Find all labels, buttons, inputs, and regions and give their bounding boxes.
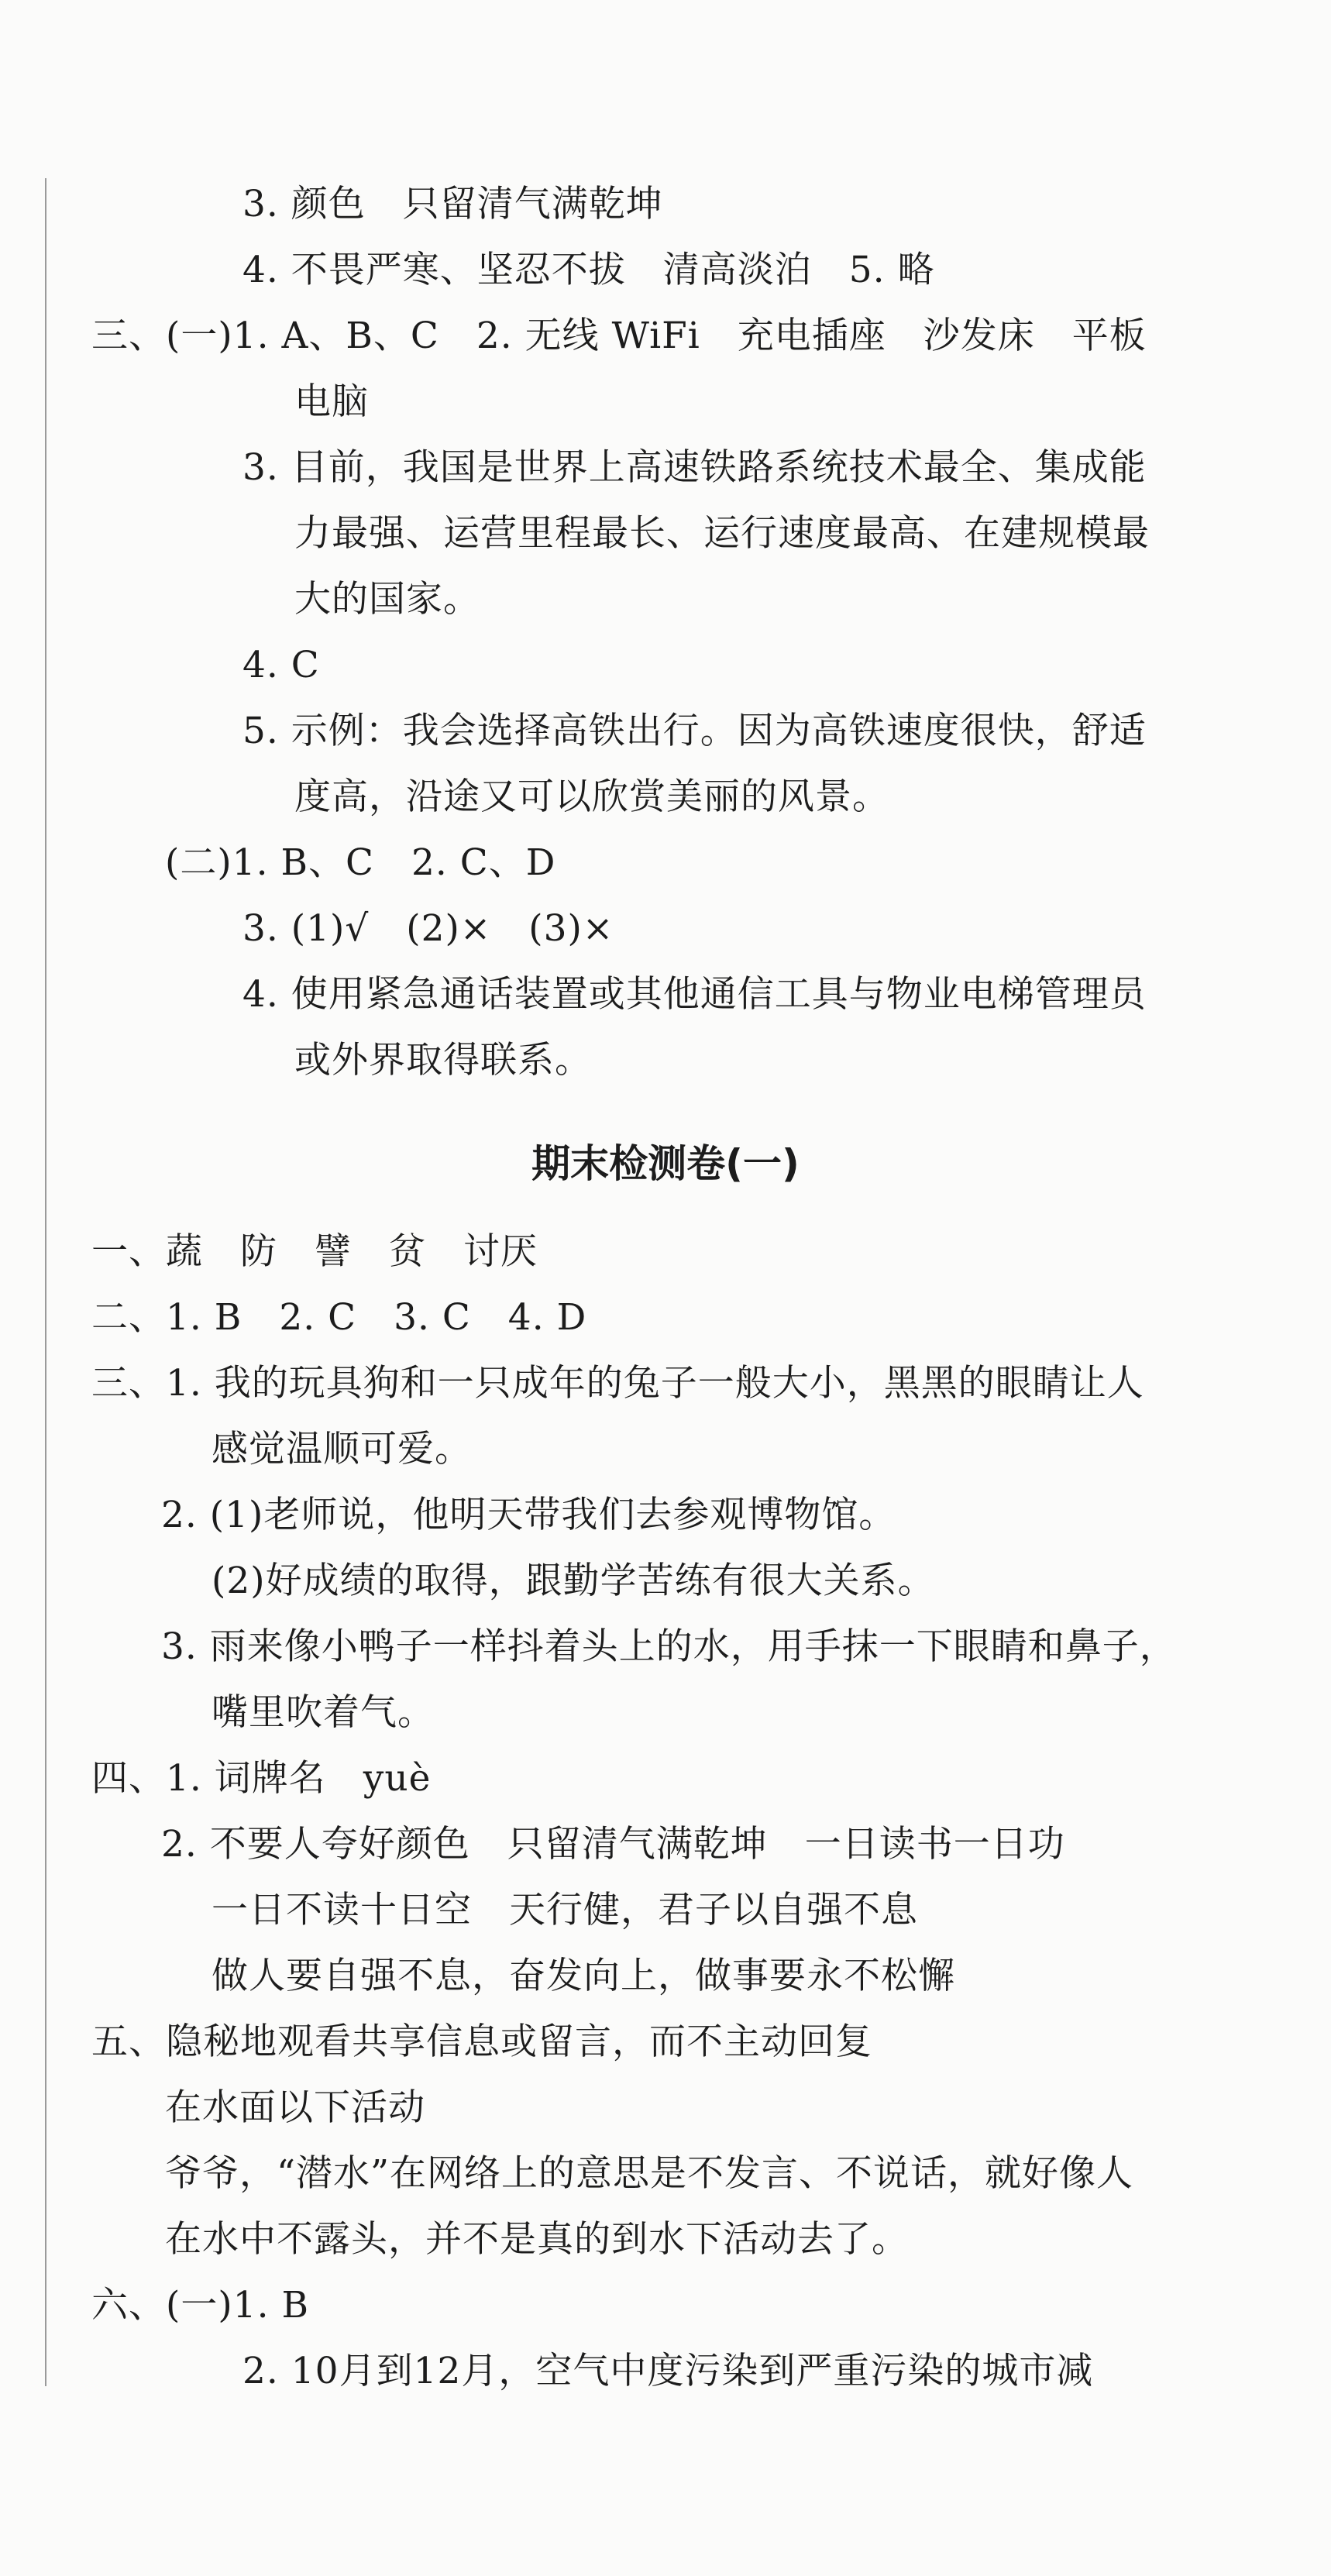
- answer-line: 大的国家。: [294, 578, 480, 621]
- answer-line: 爷爷，“潜水”在网络上的意思是不发言、不说话，就好像人: [165, 2152, 1134, 2195]
- answer-line: 嘴里吹着气。: [212, 1691, 435, 1734]
- answer-line: 或外界取得联系。: [294, 1039, 592, 1082]
- answer-line: 二、1. B 2. C 3. C 4. D: [91, 1296, 587, 1339]
- left-margin-rule: [45, 178, 46, 2386]
- answer-line: 感觉温顺可爱。: [212, 1428, 472, 1470]
- answer-line: 3. 目前，我国是世界上高速铁路系统技术最全、集成能: [242, 446, 1147, 489]
- answer-line: 三、1. 我的玩具狗和一只成年的兔子一般大小，黑黑的眼睛让人: [91, 1362, 1144, 1405]
- answer-line: 在水面以下活动: [165, 2086, 425, 2129]
- answer-line: 4. C: [242, 644, 320, 686]
- answer-line: 4. 使用紧急通话装置或其他通信工具与物业电梯管理员: [242, 973, 1147, 1016]
- answer-line: 力最强、运营里程最长、运行速度最高、在建规模最: [294, 512, 1150, 555]
- answer-line: 2. 不要人夸好颜色 只留清气满乾坤 一日读书一日功: [161, 1823, 1065, 1866]
- answer-line: 一日不读十日空 天行健，君子以自强不息: [212, 1889, 918, 1931]
- answer-line: 五、隐秘地观看共享信息或留言，而不主动回复: [91, 2021, 872, 2063]
- answer-line: 3. (1)√ (2)× (3)×: [242, 907, 614, 950]
- answer-line: 四、1. 词牌名 yuè: [91, 1757, 432, 1800]
- answer-line: 3. 颜色 只留清气满乾坤: [242, 183, 663, 225]
- answer-line: 4. 不畏严寒、坚忍不拔 清高淡泊 5. 略: [242, 249, 935, 291]
- answer-line: 做人要自强不息，奋发向上，做事要永不松懈: [212, 1955, 955, 1997]
- answer-line: 三、(一)1. A、B、C 2. 无线 WiFi 充电插座 沙发床 平板: [91, 315, 1147, 357]
- answer-line: 3. 雨来像小鸭子一样抖着头上的水，用手抹一下眼睛和鼻子，: [161, 1625, 1177, 1668]
- answer-line: 电脑: [294, 380, 369, 423]
- answer-line: 5. 示例：我会选择高铁出行。因为高铁速度很快，舒适: [242, 710, 1147, 752]
- answer-line: 度高，沿途又可以欣赏美丽的风景。: [294, 776, 889, 818]
- answer-line: 六、(一)1. B: [91, 2284, 309, 2327]
- answer-line: (二)1. B、C 2. C、D: [165, 841, 556, 884]
- answer-line: 在水中不露头，并不是真的到水下活动去了。: [165, 2218, 909, 2261]
- answer-line: (2)好成绩的取得，跟勤学苦练有很大关系。: [212, 1560, 935, 1602]
- answer-line: 2. 10月到12月，空气中度污染到严重污染的城市减: [242, 2350, 1094, 2392]
- answer-line: 2. (1)老师说，他明天带我们去参观博物馆。: [161, 1494, 896, 1536]
- section-title: 期末检测卷(一): [531, 1141, 800, 1186]
- answer-line: 一、蔬 防 譬 贫 讨厌: [91, 1230, 538, 1273]
